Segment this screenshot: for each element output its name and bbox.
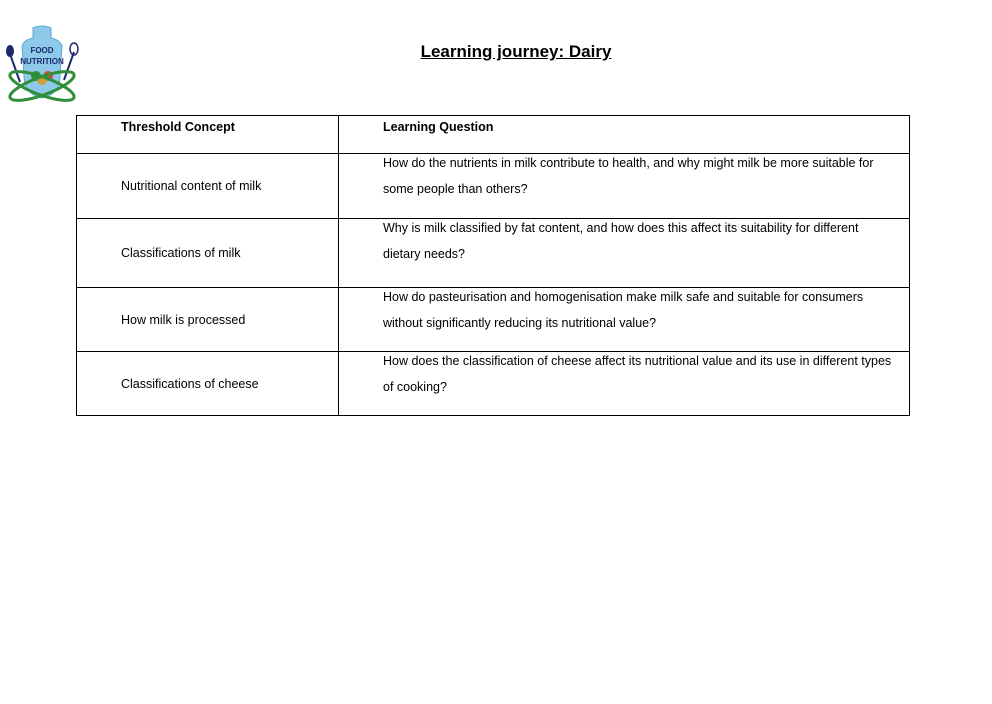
question-text: Why is milk classified by fat content, and how does this affect its suitability for different dietary needs? [383,221,859,261]
logo-text-food: FOOD [30,46,54,55]
header-threshold-concept: Threshold Concept [121,120,235,134]
question-text: How does the classification of cheese affect its nutritional value and its use in different types of cooking? [383,354,892,394]
table-row [77,352,910,416]
table-header-row [77,116,910,154]
page-title: Learning journey: Dairy [420,42,612,61]
food-nutrition-logo [2,24,82,108]
concept-text: Nutritional content of milk [121,179,262,193]
learning-journey-table [76,115,910,416]
question-cell [339,154,910,219]
concept-cell [77,219,339,288]
question-text: How do the nutrients in milk contribute to health, and why might milk be more suitable for some people than others? [383,156,874,196]
table-row [77,219,910,288]
header-cell-concept [77,116,339,154]
question-cell [339,352,910,416]
concept-cell [77,154,339,219]
logo-text-nutrition: NUTRITION [20,57,64,66]
question-text: How do pasteurisation and homogenisation make milk safe and suitable for consumers without significantly reducing its nutritional value? [383,290,864,330]
question-cell [339,288,910,352]
concept-text: How milk is processed [121,312,246,327]
question-cell [339,219,910,288]
table-row [77,154,910,219]
concept-text: Classifications of cheese [121,376,259,391]
header-learning-question: Learning Question [383,120,494,134]
concept-cell [77,352,339,416]
concept-cell [77,288,339,352]
concept-text: Classifications of milk [121,246,241,260]
table-row [77,288,910,352]
header-cell-question [339,116,910,154]
